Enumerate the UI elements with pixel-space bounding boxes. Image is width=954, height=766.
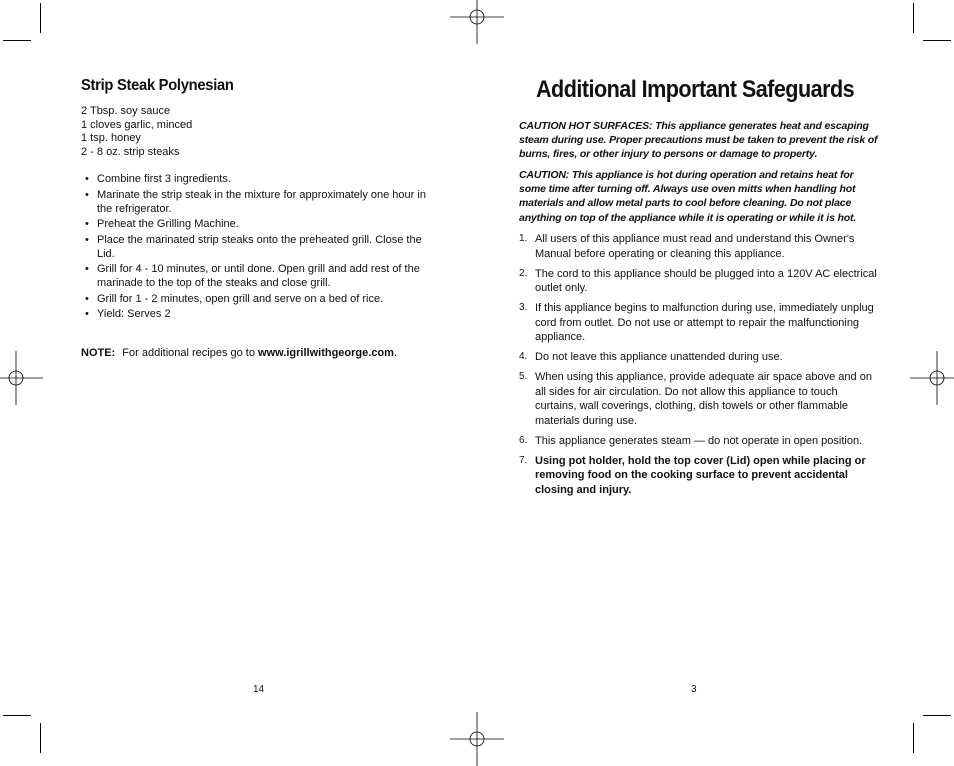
safeguard-item [519, 232, 881, 261]
recipe-step [81, 292, 436, 306]
recipe-step [81, 188, 436, 216]
crop-mark [40, 3, 41, 33]
safeguard-text: Do not leave this appliance unattended during use. [535, 351, 783, 363]
safeguard-item [519, 267, 881, 296]
crop-mark [913, 723, 914, 753]
safeguard-number: 6. [519, 434, 528, 446]
registration-mark-icon [450, 0, 504, 44]
safeguard-number: 2. [519, 267, 528, 279]
page-number-right: 3 [691, 684, 697, 695]
safeguard-text: All users of this appliance must read and understand this Owner's Manual before operating or cleaning this appliance. [535, 233, 855, 260]
recipe-step-text: Place the marinated strip steaks onto the preheated grill. Close the Lid. [97, 233, 422, 260]
recipe-step [81, 217, 436, 231]
caution-hot-surfaces: CAUTION HOT SURFACES: This appliance generates heat and escaping steam during use. Proper precautions must be taken to prevent the risk of burns, fires, or other injury to persons or damage to property. [519, 120, 878, 161]
crop-mark [3, 40, 31, 41]
recipe-step [81, 262, 436, 290]
registration-mark-icon [450, 712, 504, 766]
recipe-step [81, 172, 436, 186]
note-label: NOTE: [81, 347, 116, 359]
right-page [477, 0, 954, 756]
safeguard-number: 4. [519, 351, 528, 362]
recipe-title: Strip Steak Polynesian [81, 77, 234, 94]
bullet-icon: • [85, 188, 89, 201]
crop-mark [913, 3, 914, 33]
bullet-icon: • [85, 218, 89, 230]
crop-mark [923, 715, 951, 716]
bullet-icon: • [85, 233, 89, 246]
safeguard-number: 3. [519, 302, 528, 313]
safeguard-text: Using pot holder, hold the top cover (Lid) open while placing or removing food on the cooking surface to prevent accidental closing and injury. [535, 454, 866, 496]
safeguard-number: 7. [519, 454, 528, 466]
ingredient-item: 1 tsp. honey [81, 132, 141, 144]
safeguards-list [519, 232, 881, 503]
bullet-icon: • [85, 263, 89, 275]
page-number-left: 14 [253, 684, 265, 695]
recipe-step-text: Marinate the strip steak in the mixture for approximately one hour in the refrigerator. [97, 188, 426, 215]
recipes-website-link[interactable]: www.igrillwithgeorge.com [258, 347, 394, 359]
recipe-step-text: Preheat the Grilling Machine. [97, 218, 239, 230]
crop-mark [923, 40, 951, 41]
safeguard-number: 1. [519, 233, 528, 244]
ingredient-item: 2 Tbsp. soy sauce [81, 105, 171, 117]
safeguard-text: If this appliance begins to malfunction during use, immediately unplug cord from outlet. Do not use or attempt to repair the malfunctioning appliance. [535, 302, 874, 343]
registration-mark-icon [910, 351, 954, 405]
safeguard-item [519, 434, 881, 449]
recipe-step [81, 233, 436, 261]
safeguard-item [519, 370, 881, 428]
recipe-step-text: Yield: Serves 2 [97, 308, 171, 320]
safeguard-item [519, 454, 881, 498]
recipe-note [81, 347, 397, 359]
ingredient-item: 2 - 8 oz. strip steaks [81, 145, 180, 158]
recipe-step-text: Grill for 4 - 10 minutes, or until done. Open grill and add rest of the marinade to the top of the steaks and close grill. [97, 263, 420, 289]
ingredients-list [81, 105, 192, 159]
recipe-step [81, 307, 436, 321]
registration-mark-icon [0, 351, 43, 405]
crop-mark [40, 723, 41, 753]
recipe-step-text: Grill for 1 - 2 minutes, open grill and serve on a bed of rice. [97, 292, 384, 305]
bullet-icon: • [85, 292, 89, 305]
left-page [0, 0, 477, 756]
safeguard-text: When using this appliance, provide adequate air space above and on all sides for air circulation. Do not allow this appliance to touch curtains, wall coverings, clothing, dish towels or other flammable materials during use. [535, 371, 872, 427]
safeguard-item [519, 350, 881, 365]
bullet-icon: • [85, 173, 89, 185]
safeguard-number: 5. [519, 371, 528, 382]
safeguard-text: The cord to this appliance should be plugged into a 120V AC electrical outlet only. [535, 267, 877, 294]
note-end: . [393, 347, 397, 359]
crop-mark [3, 715, 31, 716]
bullet-icon: • [85, 308, 89, 320]
note-text: For additional recipes go to [122, 347, 255, 359]
safeguard-text: This appliance generates steam — do not operate in open position. [535, 434, 863, 447]
caution-hot-operation: CAUTION: This appliance is hot during operation and retains heat for some time after turning off. Always use oven mitts when handling hot materials and allow metal parts to cool before cleaning. Do not place anything on top of the appliance while it is operating or while it is hot. [519, 169, 857, 224]
safeguard-item [519, 301, 881, 345]
page-title: Additional Important Safeguards [536, 76, 855, 103]
recipe-step-text: Combine first 3 ingredients. [97, 173, 231, 185]
recipe-steps-list [81, 172, 436, 323]
ingredient-item: 1 cloves garlic, minced [81, 118, 193, 131]
